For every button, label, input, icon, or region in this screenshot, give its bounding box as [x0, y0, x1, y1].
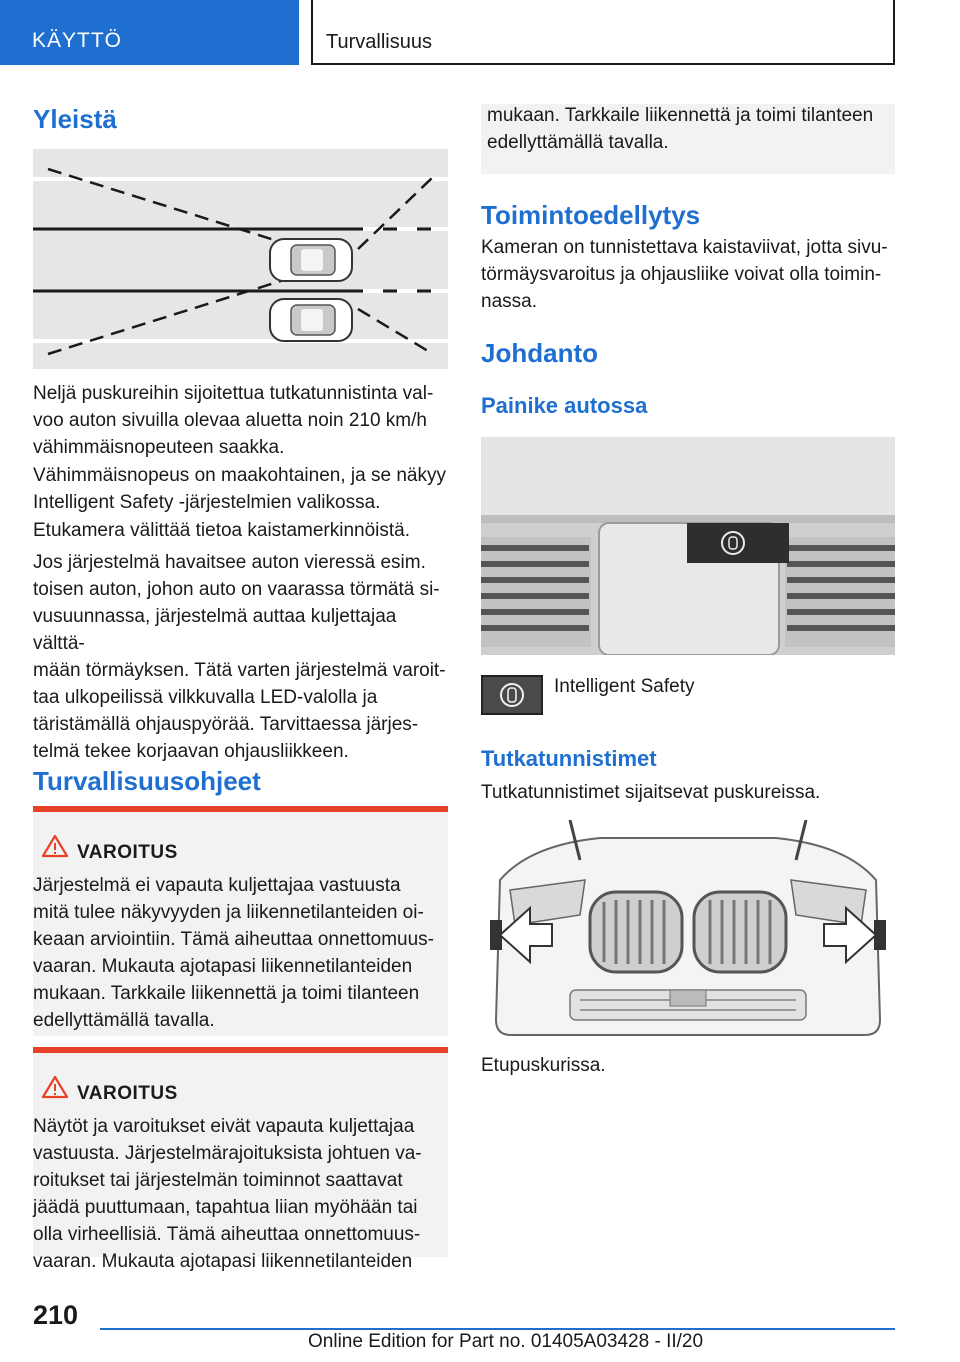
heading-yleista: Yleistä: [33, 104, 117, 134]
warning-triangle-icon: [41, 1075, 69, 1099]
heading-johdanto: Johdanto: [481, 338, 598, 368]
warning-box-2: [33, 1047, 448, 1272]
intelligent-safety-button[interactable]: [481, 675, 543, 715]
tutka-text: Tutkatunnistimet sijaitsevat puskureissa.: [481, 782, 821, 803]
lane-diagram-svg: [33, 149, 448, 369]
dashboard-svg: [481, 437, 895, 655]
warning-text: Järjestelmä ei vapauta kuljettajaa vastuusta mitä tulee näkyvyyden ja liikennetilanteiden oi- keaan arviointiin. Tämä aiheuttaa onnettomuus- vaaran. Mukauta ajotapasi liikennetilanteiden mukaan. Tarkkaile liikennettä ja toimi tilanteen edellyttämällä tavalla.: [33, 875, 435, 1031]
warning-title: VAROITUS: [77, 1083, 178, 1104]
heading-painike-autossa: Painike autossa: [481, 393, 648, 418]
dashboard-photo: [481, 437, 895, 655]
car-front-svg: [490, 820, 886, 1040]
chapter-tab[interactable]: [0, 0, 299, 65]
warning-triangle-icon: [41, 834, 69, 858]
paragraph-4: Jos järjestelmä havaitsee auton vieressä esim. toisen auton, johon auto on vaarassa törmätä si- vusuunnassa, järjestelmä auttaa kuljettajaa välttä- mään törmäyksen. Tätä varten järjestelmä varoit- taa ulkopeilissä vilkkuvalla LED-valolla ja täristämällä ohjauspyörää. Tarvittaessa järjes- telmä tekee korjaavan ohjausliikkeen.: [33, 552, 446, 762]
page-number: 210: [33, 1300, 79, 1330]
warning-title: VAROITUS: [77, 842, 178, 863]
paragraph-2: Vähimmäisnopeus on maakohtainen, ja se näkyy Intelligent Safety -järjestelmien valikossa.: [33, 465, 446, 513]
heading-toimintoedellytys: Toimintoedellytys: [481, 200, 701, 230]
warning-box-1: [33, 806, 448, 1036]
toiminto-text: Kameran on tunnistettava kaistaviivat, jotta sivu- törmäysvaroitus ja ohjausliike voivat olla toimin- nassa.: [481, 237, 888, 312]
warning-text: Näytöt ja varoitukset eivät vapauta kuljettajaa vastuusta. Järjestelmärajoituksista johtuen va- roitukset tai järjestelmän toiminnot saattavat jäädä puuttumaan, tapahtua liian myöhään tai olla virheellisiä. Tämä aiheuttaa onnettomuus- vaaran. Mukauta ajotapasi liikennetilanteiden: [33, 1116, 422, 1272]
header-underline: [311, 63, 895, 65]
paragraph-3: Etukamera välittää tietoa kaistamerkinnöistä.: [33, 520, 411, 541]
intelligent-safety-icon: [483, 677, 541, 713]
footer-line: [100, 1328, 895, 1330]
lane-illustration: [33, 149, 448, 369]
header-divider: [311, 0, 313, 65]
footer-edition: Online Edition for Part no. 01405A03428 - II/20: [308, 1331, 704, 1352]
car-icon: [270, 299, 352, 341]
header-divider-right: [893, 0, 895, 65]
paragraph-1: Neljä puskureihin sijoitettua tutkatunnistinta val- voo auton sivuilla olevaa aluetta noin 210 km/h vähimmäisnopeuteen saakka.: [33, 383, 434, 458]
car-icon: [270, 239, 352, 281]
section-title: Turvallisuus: [326, 31, 432, 53]
intelligent-safety-label: Intelligent Safety: [554, 676, 695, 697]
warning-continuation-text: mukaan. Tarkkaile liikennettä ja toimi tilanteen edellyttämällä tavalla.: [487, 105, 874, 153]
chapter-tab-label: KÄYTTÖ: [32, 29, 123, 52]
car-front-photo: [490, 820, 886, 1040]
warning-continuation-box: [481, 104, 895, 174]
front-caption: Etupuskurissa.: [481, 1055, 606, 1076]
heading-turvallisuusohjeet: Turvallisuusohjeet: [33, 766, 261, 796]
heading-tutkatunnistimet: Tutkatunnistimet: [481, 746, 657, 771]
